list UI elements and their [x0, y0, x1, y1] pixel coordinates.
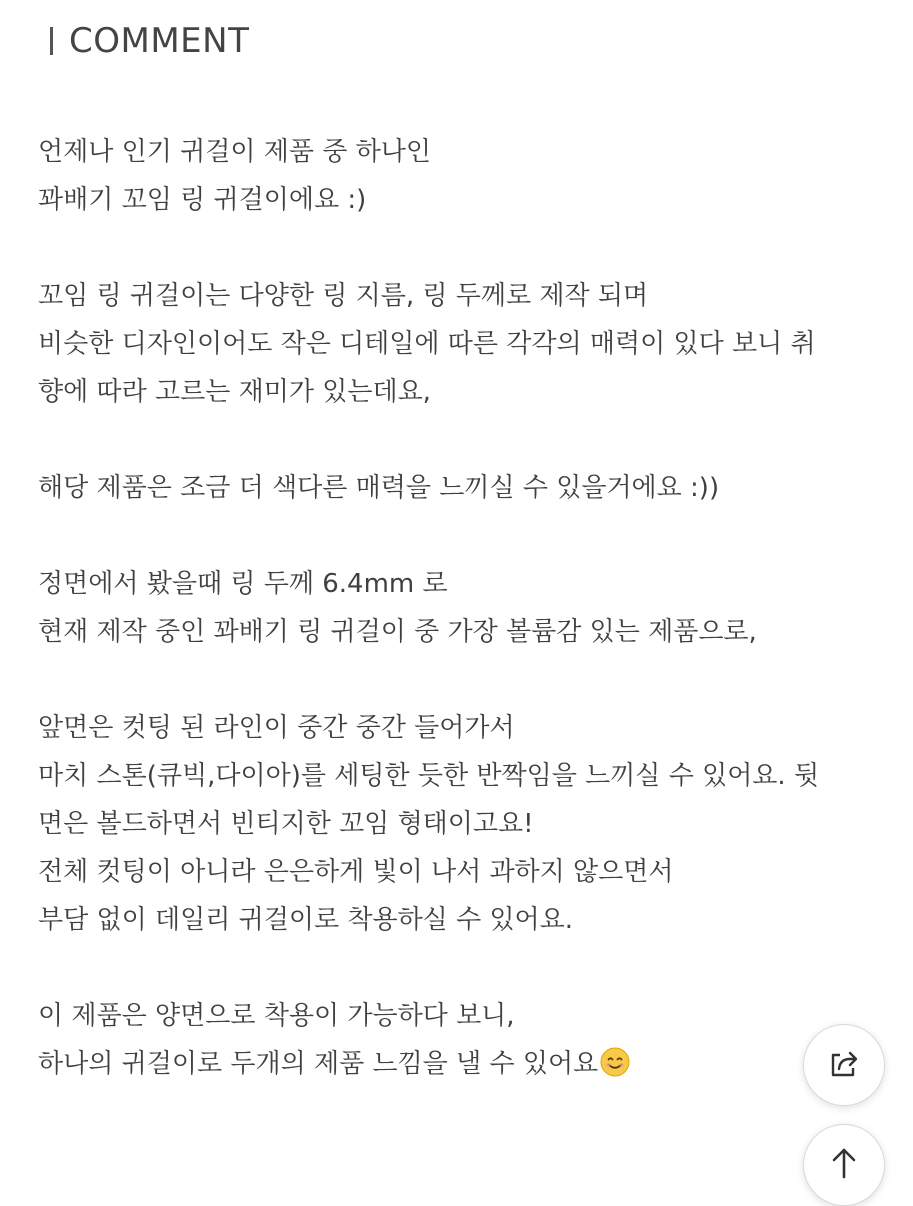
text-line: 꼬임 링 귀걸이는 다양한 링 지름, 링 두께로 제작 되며: [38, 281, 649, 311]
text-line: 전체 컷팅이 아니라 은은하게 빛이 나서 과하지 않으면서: [38, 857, 674, 887]
text-line: 꽈배기 꼬임 링 귀걸이에요 :): [38, 185, 367, 215]
section-header: [50, 18, 249, 64]
section-title: COMMENT: [69, 21, 250, 61]
smiling-face-icon: [600, 1045, 630, 1075]
text-line: 이 제품은 양면으로 착용이 가능하다 보니,: [38, 1001, 515, 1031]
arrow-up-icon: [824, 1143, 864, 1187]
share-icon: [824, 1043, 864, 1087]
comment-body: [38, 128, 888, 1136]
text-line: 앞면은 컷팅 된 라인이 중간 중간 들어가서: [38, 713, 515, 743]
paragraph-1: [38, 128, 888, 224]
text-line: 부담 없이 데일리 귀걸이로 착용하실 수 있어요.: [38, 905, 574, 935]
text-line: 정면에서 봤을때 링 두께 6.4mm 로: [38, 569, 448, 599]
text-line: 마치 스톤(큐빅,다이아)를 세팅한 듯한 반짝임을 느끼실 수 있어요. 뒷: [38, 761, 820, 791]
text-line: 면은 볼드하면서 빈티지한 꼬임 형태이고요!: [38, 809, 534, 839]
paragraph-6: [38, 992, 888, 1088]
text-line: 향에 따라 고르는 재미가 있는데요,: [38, 377, 431, 407]
text-line: 현재 제작 중인 꽈배기 링 귀걸이 중 가장 볼륨감 있는 제품으로,: [38, 617, 757, 647]
text-line: 해당 제품은 조금 더 색다른 매력을 느끼실 수 있을거에요 :)): [38, 473, 720, 503]
paragraph-4: [38, 560, 888, 656]
paragraph-5: [38, 704, 888, 944]
paragraph-2: [38, 272, 888, 416]
text-line-with-emoji: [38, 1040, 888, 1088]
text-line: 언제나 인기 귀걸이 제품 중 하나인: [38, 137, 431, 167]
paragraph-3: [38, 464, 888, 512]
scroll-top-button[interactable]: [803, 1124, 885, 1206]
text-line: 비슷한 디자인이어도 작은 디테일에 따른 각각의 매력이 있다 보니 취: [38, 329, 816, 359]
share-button[interactable]: [803, 1024, 885, 1106]
header-bar: [50, 27, 53, 55]
text-line: 하나의 귀걸이로 두개의 제품 느낌을 낼 수 있어요: [38, 1049, 599, 1079]
